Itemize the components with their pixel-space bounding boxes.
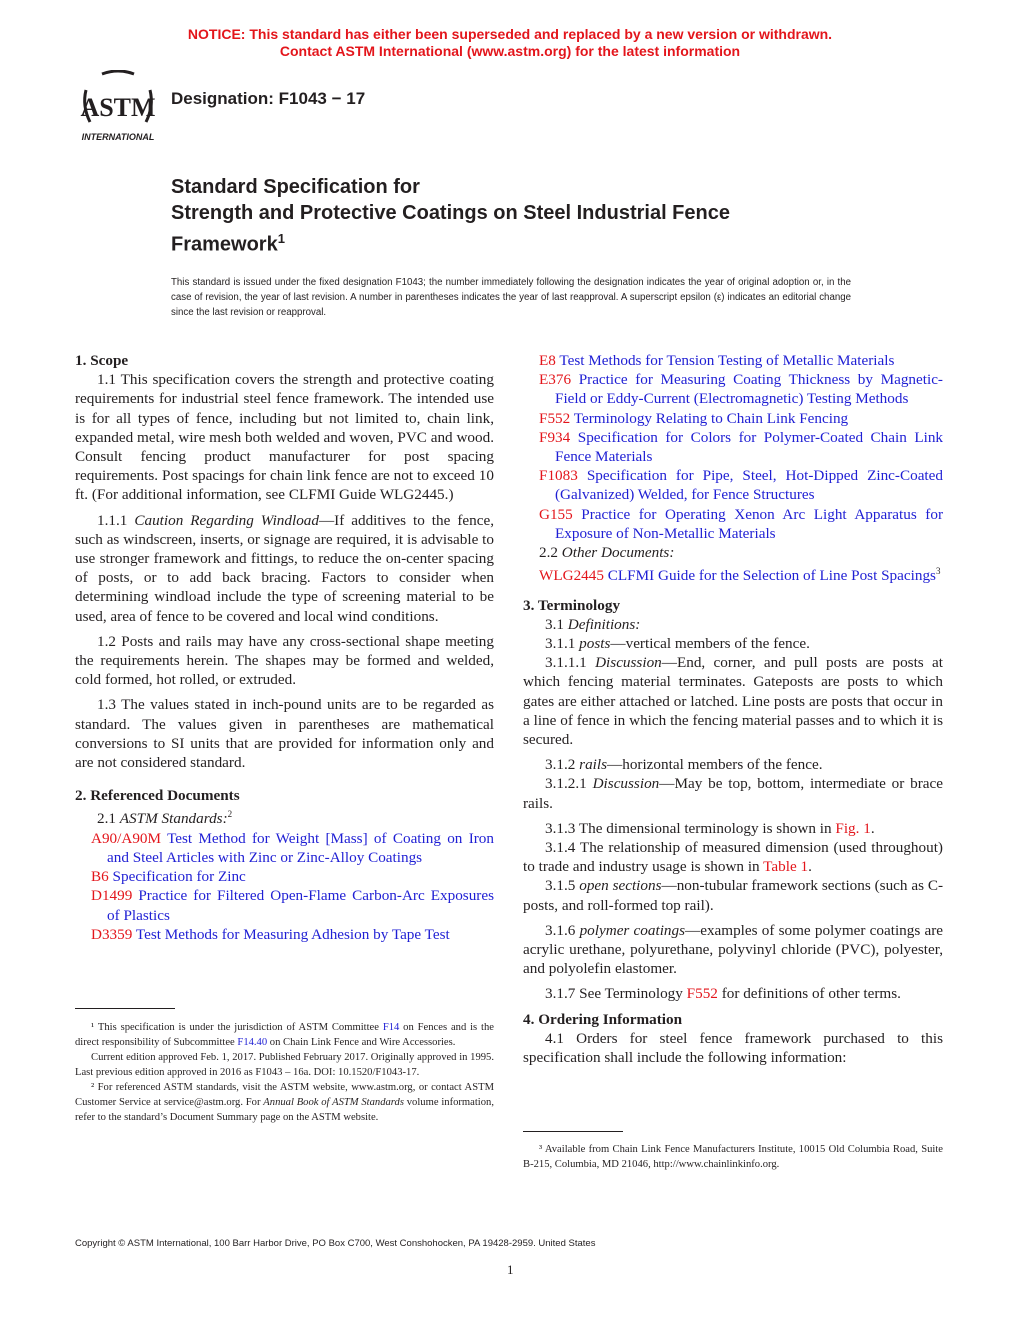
footnote-1-edition: Current edition approved Feb. 1, 2017. Published February 2017. Originally approved in 1995. Last previous edition approved in 2016 as F1043 – 16a. DOI: 10.1520/F1043-17.	[75, 1052, 494, 1078]
paragraph-2-1: 2.1 ASTM Standards:$^2$	[97, 809, 233, 828]
paragraph-3-1-1: 3.1.1 posts—vertical members of the fence.	[545, 634, 810, 652]
ref-wlg2445[interactable]: WLG2445 CLFMI Guide for the Selection of Line Post Spacings$^3$	[539, 566, 941, 585]
ref-d1499[interactable]: D1499 Practice for Filtered Open-Flame Carbon-Arc Exposures of Plastics	[91, 887, 494, 924]
paragraph-3-1-3: 3.1.3 The dimensional terminology is shown in Fig. 1.	[545, 819, 875, 837]
footnotes-left	[75, 1020, 494, 1125]
paragraph-3-1-2: 3.1.2 rails—horizontal members of the fence.	[545, 756, 823, 774]
footnote-rule-right	[523, 1131, 623, 1132]
ref-f1083[interactable]: F1083 Specification for Pipe, Steel, Hot-Dipped Zinc-Coated (Galvanized) Welded, for Fence Structures	[539, 467, 943, 504]
section-heading-terminology: 3. Terminology	[523, 596, 621, 614]
page-number: 1	[507, 1262, 514, 1277]
paragraph-3-1-5: 3.1.5 open sections—non-tubular framework sections (such as C-posts, and roll-formed top rail).	[523, 877, 944, 914]
link-f14[interactable]: F14	[382, 1022, 400, 1033]
link-fig-1[interactable]: Fig. 1	[835, 819, 871, 837]
title-footnote-ref[interactable]: 1	[277, 231, 285, 246]
paragraph-1-3: 1.3 The values stated in inch-pound units are to be regarded as standard. The values given in parentheses are mathematical conversions to SI units that are provided for information only and are not considered standard.	[75, 696, 494, 772]
link-f14-40[interactable]: F14.40	[237, 1037, 268, 1048]
paragraph-1-2: 1.2 Posts and rails may have any cross-sectional shape meeting the requirements herein. The shapes may be formed and welded, cold formed, hot rolled, or extruded.	[75, 632, 494, 689]
supersede-notice	[0, 26, 1020, 60]
designation: Designation: F1043 − 17	[171, 89, 366, 108]
notice-line-1: NOTICE: This standard has either been superseded and replaced by a new version or withdrawn.	[187, 26, 833, 42]
paragraph-4-1: 4.1 Orders for steel fence framework purchased to this specification shall include the following information:	[523, 1029, 943, 1066]
ref-g155[interactable]: G155 Practice for Operating Xenon Arc Light Apparatus for Exposure of Non-Metallic Materials	[539, 505, 943, 542]
section-heading-scope: 1. Scope	[75, 352, 129, 369]
document-title	[171, 174, 871, 258]
footnote-rule-left	[75, 1008, 175, 1009]
paragraph-3-1-2-1: 3.1.2.1 Discussion—May be top, bottom, intermediate or brace rails.	[523, 775, 944, 812]
intro-paragraph: This standard is issued under the fixed designation F1043; the number immediately following the designation indicates the year of original adoption or, in the case of revision, the year of last revision. A number in parentheses indicates the year of last reapproval. A superscript epsilon (ε) indicates an editorial change since the last revision or reapproval.	[171, 277, 851, 318]
ref-e376[interactable]: E376 Practice for Measuring Coating Thickness by Magnetic-Field or Eddy-Current (Electromagnetic) Testing Methods	[539, 371, 943, 408]
title-line-3: Framework$^1$	[171, 231, 285, 256]
footnote-1: ¹ This specification is under the jurisdiction of ASTM Committee F14 on Fences and is the direct responsibility of Subcommittee F14.40 on Chain Link Fence and Wire Accessories.	[75, 1022, 494, 1048]
ref-f552[interactable]: F552 Terminology Relating to Chain Link Fencing	[539, 409, 849, 427]
left-column	[75, 351, 494, 944]
ref-a90[interactable]: A90/A90M Test Method for Weight [Mass] of Coating on Iron and Steel Articles with Zinc or Zinc-Alloy Coatings	[91, 829, 494, 866]
paragraph-1-1: 1.1 This specification covers the strength and protective coating requirements for industrial steel fence framework. The intended use is for all types of fence, including but not limited to, chain link, expanded metal, wire mesh both welded and woven, PVC and wood. Consult fencing product manufacturer for post spacing requirements. Post spacings for chain link fence are not to exceed 10 ft. (For additional information, see CLFMI Guide WLG2445.)	[75, 371, 494, 504]
right-column	[523, 351, 943, 1073]
paragraph-1-1-1: 1.1.1 Caution Regarding Windload—If additives to the fence, such as windscreen, inserts, or signage are required, it is advisable to use stronger framework and fittings, to reduce the on-center spacing of posts, or to add back bracing. Factors to consider when determining windload include the type of screening material to be used, area of fence to be covered and local wind conditions.	[75, 511, 494, 625]
ref-b6[interactable]: B6 Specification for Zinc	[91, 868, 246, 886]
astm-logo-icon	[72, 70, 164, 144]
copyright-line: Copyright © ASTM International, 100 Barr Harbor Drive, PO Box C700, West Conshohocken, PA 19428-2959. United States	[75, 1238, 596, 1249]
logo-text: INTERNATIONAL	[81, 132, 155, 142]
paragraph-3-1-4: 3.1.4 The relationship of measured dimension (used throughout) to trade and industry usage is shown in Table 1.	[523, 838, 943, 876]
footnote-2: ² For referenced ASTM standards, visit the ASTM website, www.astm.org, or contact ASTM Customer Service at service@astm.org. For Annual Book of ASTM Standards volume information, refer to the standard’s Document Summary page on the ASTM website.	[75, 1082, 494, 1123]
ref-f934[interactable]: F934 Specification for Colors for Polymer-Coated Chain Link Fence Materials	[539, 428, 944, 466]
link-f552[interactable]: F552	[686, 985, 718, 1003]
notice-line-2: Contact ASTM International (www.astm.org) for the latest information	[279, 43, 741, 59]
paragraph-2-2: 2.2 Other Documents:	[539, 544, 675, 562]
logo-mark: ASTM	[80, 93, 156, 122]
paragraph-3-1: 3.1 Definitions:	[545, 615, 641, 633]
ref-d3359[interactable]: D3359 Test Methods for Measuring Adhesion by Tape Test	[91, 925, 450, 943]
section-heading-ordering: 4. Ordering Information	[523, 1010, 683, 1028]
paragraph-3-1-7: 3.1.7 See Terminology F552 for definitions of other terms.	[545, 985, 901, 1003]
link-table-1[interactable]: Table 1	[763, 858, 809, 876]
ref-e8[interactable]: E8 Test Methods for Tension Testing of Metallic Materials	[539, 352, 895, 369]
section-heading-referenced-documents: 2. Referenced Documents	[75, 787, 240, 805]
paragraph-3-1-6: 3.1.6 polymer coatings—examples of some polymer coatings are acrylic urethane, polyurethane, polyvinyl chloride (PVC), polyester, and polyolefin elastomer.	[523, 921, 944, 978]
paragraph-3-1-1-1: 3.1.1.1 Discussion—End, corner, and pull posts are posts at which fencing material terminates. Gateposts are posts to which gates are either attached or latched. Line posts are posts that occur in a line of fence in which the fencing material passes and to which it is secured.	[523, 654, 943, 748]
title-line-1: Standard Specification for	[171, 176, 420, 198]
footnote-3: ³ Available from Chain Link Fence Manufacturers Institute, 10015 Old Columbia Road, Suite B-215, Columbia, MD 21046, http://www.chainlinkinfo.org.	[523, 1144, 943, 1170]
title-line-2: Strength and Protective Coatings on Steel Industrial Fence	[171, 202, 730, 224]
